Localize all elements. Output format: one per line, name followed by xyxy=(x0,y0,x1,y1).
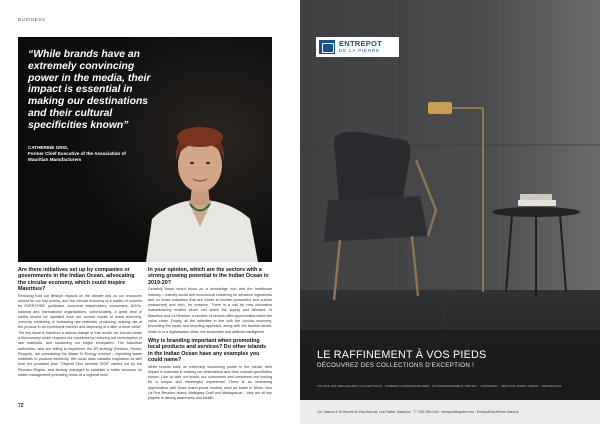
answer-text: While brands have an extremely convincing power in the media, their impact is essential in making our destinations and their cultural specificities known. Like us with our brand, our consumers and customers are looking for a unique and meaningful experience! There is an increasing appreciation with those brand-proud models, such as Made in Moris, Nou La Fine Reunion Island, Malagasy Craft and Madagascar – they are all key players in raising awareness and wealth. xyxy=(148,364,272,401)
page-number: 72 xyxy=(18,403,24,409)
answer-text: Certainly those which focus on a knowledge hub and the healthcare industry – namely social and economical clustering for sensitive ingredients and on those industries that are closer to tourism (cosmetic) and cuisine (restaurant) and tech, for instance. There is a call for new innovative manufacturing models which can share the supply and demand. In Mauritius and La Réunion, a number of sectors offer opportunities within the value chain. Finally, all the activities in line with the circular economy, promoting the repair and recycling approach, along with the tourism sector, which is in a digitalisation drive, the blockchain and artificial intelligence. xyxy=(148,287,272,334)
article-column-1 xyxy=(18,267,142,378)
brand-name-line2: DE LA PIERRE xyxy=(339,48,381,53)
question-heading: Why is branding important when promoting local products and services? Do other islands in the Indian Ocean have any examples you could name? xyxy=(148,337,267,364)
ad-address: Cnr Jaisens & St Vincent de Paul Avenue, Les Pailles, Mauritius · T: +230 286 0104 · entrepotdelapierre.mu · EntrepotDeLaPierre Maurice xyxy=(317,410,519,414)
pull-quote: “While brands have an extremely convincing power in the media, their impact is essential in making our destinations and their cultural specificities known” xyxy=(28,49,151,131)
answer-text: Reducing how our lifestyle impacts on the climate and on our resources should be our key priority, and the circular economy is a matter of concern for EVERYONE: politicians, economic stakeholders, consumers, NGOs, national and international organisations. Unfortunately, a great deal of inertia should be operated from our current model of linear economy, currently consisting of “extracting raw materials, producing, making use of the product in an ephemeral manner and disposing of it after a short while”. The key issue is therefore a radical change of that model: we should create a bioeconomy which recycles our resources by reducing our consumption of raw materials, and sustaining our fragile ecosystem. The Mauritian authorities, who are willing to implement the 3R strategy (Reduce, Reuse, Recycle), are considering the Waste To Energy concept – exploiting waste materials to produce electricity. We could draw valuable inspiration as well from the proactive plan “Objectif Zéro déchets 2030” carried out by the Réunion Region, and already manages to establish a better structure for waste management promoting reuse at a regional level. xyxy=(18,293,143,378)
ad-services-line: TOUTES LES MEILLEURES COLLECTIONS · CONSEILS PERSONNALISÉS · ACCOMPAGNEMENT PROJET · LIVRAISON · SERVICE APRÈS-VENTE · SHOWROOM xyxy=(317,384,562,388)
brand-logo-icon xyxy=(319,40,335,54)
ad-footer xyxy=(300,400,600,424)
question-heading: In your opinion, which are the sectors with a strong growing potential in the Indian Ocean in 2019-20? xyxy=(148,267,269,286)
section-label: BUSINESS xyxy=(18,17,46,22)
quote-attribution-name: CATHERINE GRIS, xyxy=(28,145,69,150)
brand-name-line1: ENTREPOT xyxy=(339,39,382,49)
article-column-2 xyxy=(148,267,272,402)
quote-attribution-role: Former Chief Executive of the Association of Mauritian Manufacturers xyxy=(28,151,126,162)
interview-photo xyxy=(18,37,272,262)
advertisement-page xyxy=(300,0,600,424)
question-heading: Are there initiatives set up by companies or governments in the Indian Ocean, advocating the circular economy, which could inspire Mauritius? xyxy=(18,267,135,293)
ad-headline: LE RAFFINEMENT À VOS PIEDS xyxy=(317,349,487,361)
ad-subheadline: DÉCOUVREZ DES COLLECTIONS D’EXCEPTION ! xyxy=(317,362,475,369)
brand-logo xyxy=(316,37,399,57)
